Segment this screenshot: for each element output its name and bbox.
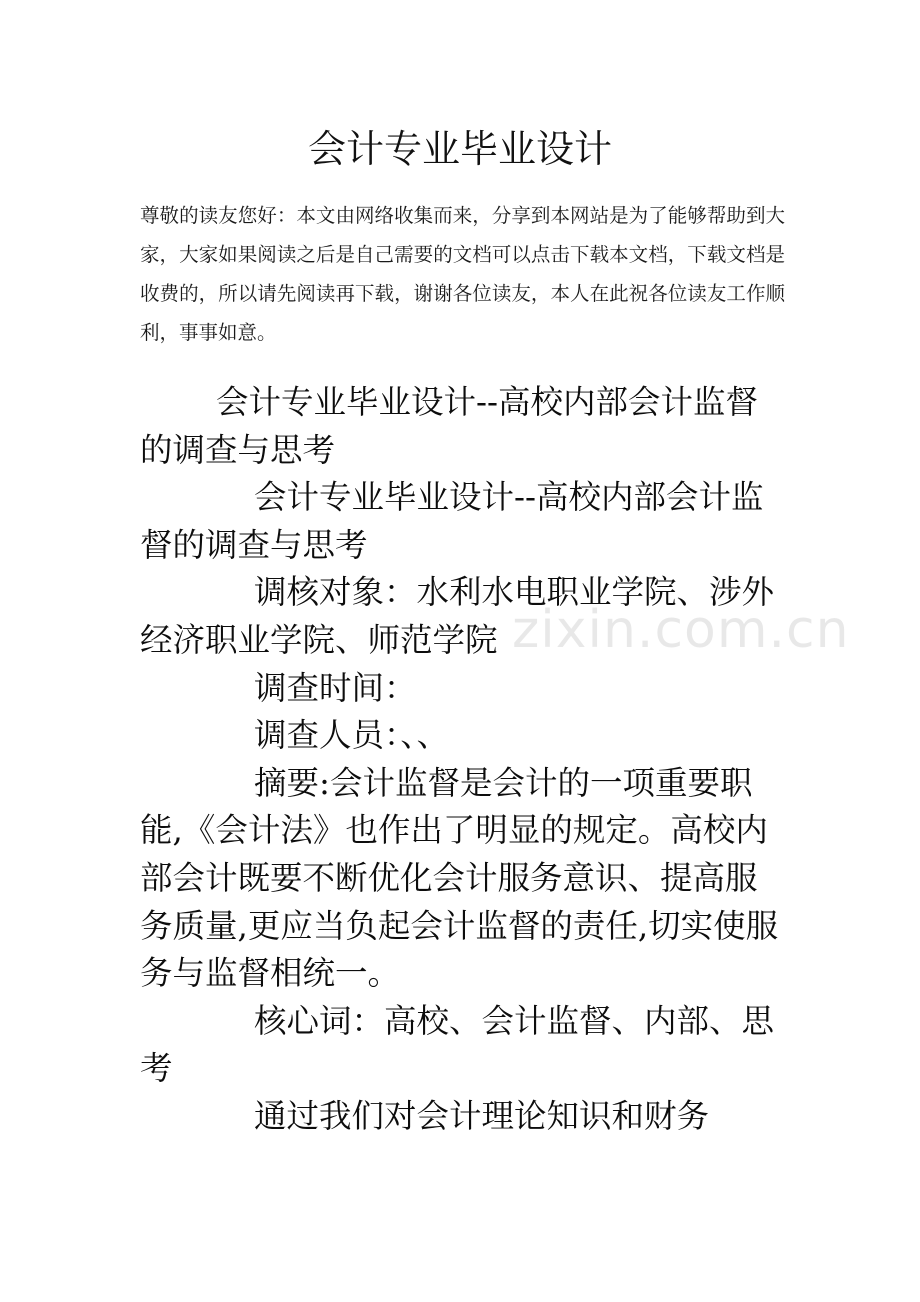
article-heading: 会计专业毕业设计--高校内部会计监督的调查与思考 bbox=[140, 383, 758, 469]
survey-subjects: 调核对象：水利水电职业学院、涉外经济职业学院、师范学院 bbox=[140, 573, 775, 659]
keywords-paragraph: 核心词：高校、会计监督、内部、思考 bbox=[140, 1001, 775, 1088]
article-subheading: 会计专业毕业设计--高校内部会计监督的调查与思考 bbox=[140, 478, 764, 564]
document-body bbox=[140, 379, 785, 1141]
document-title: 会计专业毕业设计 bbox=[307, 127, 612, 171]
abstract-paragraph: 摘要:会计监督是会计的一项重要职能,《会计法》也作出了明显的规定。高校内部会计既要不断优化会计服务意识、提高服务质量,更应当负起会计监督的责任,切实使服务与监督相统一。 bbox=[140, 763, 779, 993]
body-paragraph: 通过我们对会计理论知识和财务 bbox=[254, 1096, 710, 1135]
survey-staff: 调查人员：、、 bbox=[254, 716, 450, 755]
reader-notice: 尊敬的读友您好：本文由网络收集而来，分享到本网站是为了能够帮助到大家，大家如果阅读之后是自己需要的文档可以点击下载本文档，下载文档是收费的，所以请先阅读再下载，谢谢各位读友，本人在此祝各位读友工作顺利，事事如意。 bbox=[140, 204, 785, 344]
survey-time: 调查时间： bbox=[254, 668, 417, 707]
watermark-text: zixin.com.cn bbox=[512, 600, 850, 660]
